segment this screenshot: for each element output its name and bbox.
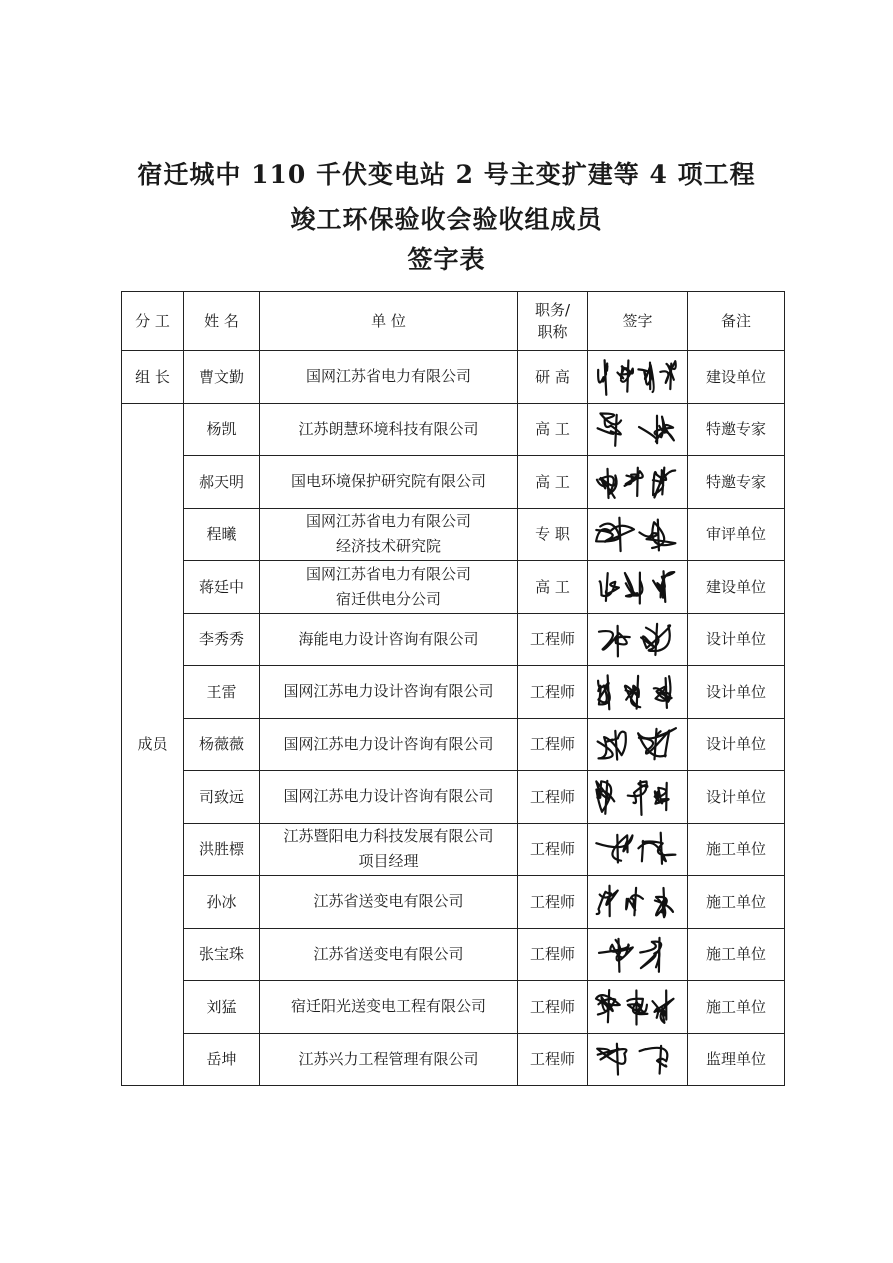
signature-stroke: [608, 469, 609, 498]
signature-cell: [588, 508, 688, 561]
unit-cell: [260, 771, 518, 824]
signature-stroke: [605, 781, 607, 814]
handwritten-signature: [590, 460, 686, 504]
unit-cell: [260, 981, 518, 1034]
name-cell: 张宝珠: [184, 928, 260, 981]
signature-stroke: [600, 581, 619, 596]
signature-stroke: [619, 518, 620, 551]
header-title-line1: 职务/: [534, 301, 571, 319]
header-remark: 备注: [688, 292, 785, 351]
signature-stroke: [598, 732, 626, 759]
handwritten-signature: [590, 565, 686, 609]
name-cell: 蒋廷中: [184, 561, 260, 614]
header-signature: 签字: [588, 292, 688, 351]
table-row: [122, 718, 785, 771]
signature-stroke: [637, 676, 639, 709]
signature-stroke: [617, 835, 618, 863]
signature-stroke: [608, 990, 609, 1022]
name-cell: 岳坤: [184, 1033, 260, 1086]
unit-line1: 江苏朗慧环境科技有限公司: [298, 419, 479, 438]
signature-stroke: [608, 675, 610, 709]
document-title-line2: 竣工环保验收会验收组成员: [290, 205, 603, 234]
remark-cell: 特邀专家: [688, 403, 785, 456]
remark-cell: 施工单位: [688, 928, 785, 981]
remark-cell: 施工单位: [688, 981, 785, 1034]
unit-line1: 江苏暨阳电力科技发展有限公司: [283, 827, 494, 846]
unit-line1: 国网江苏省电力有限公司: [305, 564, 471, 583]
signature-stroke: [658, 520, 659, 551]
unit-cell: [260, 1033, 518, 1086]
table-row: [122, 403, 785, 456]
table-row: [122, 613, 785, 666]
title-cell: 高 工: [518, 456, 588, 509]
title-cell: 工程师: [518, 1033, 588, 1086]
unit-line1: 国网江苏省电力有限公司: [305, 367, 471, 386]
handwritten-signature: [590, 1037, 686, 1081]
unit-line1: 江苏省送变电有限公司: [313, 944, 464, 963]
signature-stroke: [596, 524, 634, 542]
table-row: [122, 351, 785, 404]
signature-table: [121, 291, 785, 1086]
signature-cell: [588, 876, 688, 929]
unit-cell: [260, 718, 518, 771]
name-cell: 洪胜標: [184, 823, 260, 876]
title-cell: 工程师: [518, 718, 588, 771]
name-cell: 郝天明: [184, 456, 260, 509]
table-row: [122, 771, 785, 824]
remark-cell: 建设单位: [688, 561, 785, 614]
signature-cell: [588, 981, 688, 1034]
signature-stroke: [615, 731, 617, 760]
name-cell: 程曦: [184, 508, 260, 561]
signature-cell: [588, 613, 688, 666]
table-row: [122, 508, 785, 561]
title-cell: 工程师: [518, 981, 588, 1034]
name-cell: 曹文勤: [184, 351, 260, 404]
signature-cell: [588, 403, 688, 456]
table-row: [122, 928, 785, 981]
signature-stroke: [664, 888, 665, 915]
remark-cell: 监理单位: [688, 1033, 785, 1086]
signature-stroke: [634, 888, 636, 916]
signature-cell: [588, 1033, 688, 1086]
signature-stroke: [628, 781, 648, 803]
title-cell: 工程师: [518, 771, 588, 824]
signature-stroke: [640, 1048, 668, 1067]
handwritten-signature: [590, 355, 686, 399]
handwritten-signature: [590, 670, 686, 714]
unit-line1: 国网江苏省电力有限公司: [305, 512, 471, 531]
document-title-line1: 宿迁城中 110 千伏变电站 2 号主变扩建等 4 项工程: [137, 160, 756, 189]
handwritten-signature: [590, 880, 686, 924]
role-cell-members: 成员: [122, 403, 184, 1086]
signature-stroke: [615, 415, 617, 446]
title-cell: 工程师: [518, 613, 588, 666]
signature-stroke: [596, 836, 632, 861]
unit-cell: [260, 666, 518, 719]
signature-stroke: [627, 360, 628, 391]
signature-stroke: [661, 833, 662, 864]
signature-stroke: [654, 676, 672, 702]
signature-stroke: [597, 475, 617, 497]
header-title-line2: 职称: [537, 323, 568, 341]
signature-stroke: [640, 781, 641, 815]
handwritten-signature: [590, 722, 686, 766]
signature-stroke: [653, 999, 674, 1023]
remark-cell: 施工单位: [688, 876, 785, 929]
handwritten-signature: [590, 932, 686, 976]
unit-cell: [260, 456, 518, 509]
name-cell: 杨凯: [184, 403, 260, 456]
signature-stroke: [597, 890, 618, 914]
unit-line2: 宿迁供电分公司: [335, 589, 441, 608]
title-cell: 工程师: [518, 876, 588, 929]
unit-line2: 经济技术研究院: [335, 537, 441, 556]
unit-cell: [260, 561, 518, 614]
title-cell: 工程师: [518, 666, 588, 719]
title-cell: 研 高: [518, 351, 588, 404]
signature-stroke: [638, 365, 653, 392]
signature-stroke: [666, 783, 667, 810]
signature-stroke: [660, 361, 675, 383]
unit-line1: 江苏省送变电有限公司: [313, 892, 464, 911]
unit-cell: [260, 876, 518, 929]
unit-line2: 项目经理: [358, 852, 419, 871]
signature-cell: [588, 351, 688, 404]
unit-line1: 江苏兴力工程管理有限公司: [298, 1049, 479, 1068]
unit-line1: 海能电力设计咨询有限公司: [298, 629, 479, 648]
handwritten-signature: [590, 985, 686, 1029]
signature-cell: [588, 456, 688, 509]
header-title: [518, 292, 588, 351]
unit-line1: 国网江苏电力设计咨询有限公司: [283, 734, 494, 753]
table-row: [122, 666, 785, 719]
remark-cell: 设计单位: [688, 666, 785, 719]
name-cell: 孙冰: [184, 876, 260, 929]
unit-line1: 国电环境保护研究院有限公司: [290, 472, 486, 491]
unit-cell: [260, 613, 518, 666]
title-cell: 专 职: [518, 508, 588, 561]
title-cell: 工程师: [518, 928, 588, 981]
document-title-line3: 签字表: [407, 245, 486, 274]
header-role: 分 工: [122, 292, 184, 351]
name-cell: 刘猛: [184, 981, 260, 1034]
signature-cell: [588, 823, 688, 876]
signature-stroke: [599, 940, 633, 961]
header-unit: 单 位: [260, 292, 518, 351]
title-cell: 高 工: [518, 403, 588, 456]
title-cell: 高 工: [518, 561, 588, 614]
title-cell: 工程师: [518, 823, 588, 876]
signature-stroke: [619, 939, 620, 972]
unit-line1: 国网江苏电力设计咨询有限公司: [283, 682, 494, 701]
signature-stroke: [659, 938, 660, 972]
signature-cell: [588, 666, 688, 719]
remark-cell: 设计单位: [688, 718, 785, 771]
table-row: [122, 456, 785, 509]
unit-cell: [260, 351, 518, 404]
table-row: [122, 823, 785, 876]
unit-line1: 宿迁阳光送变电工程有限公司: [290, 997, 486, 1016]
handwritten-signature: [590, 512, 686, 556]
name-cell: 李秀秀: [184, 613, 260, 666]
signature-stroke: [670, 363, 671, 389]
role-cell-leader: 组 长: [122, 351, 184, 404]
remark-cell: 施工单位: [688, 823, 785, 876]
unit-cell: [260, 508, 518, 561]
signature-stroke: [666, 678, 667, 708]
table-header-row: [122, 292, 785, 351]
signature-cell: [588, 561, 688, 614]
handwritten-signature: [590, 827, 686, 871]
signature-cell: [588, 771, 688, 824]
name-cell: 杨薇薇: [184, 718, 260, 771]
signature-stroke: [660, 1046, 662, 1074]
signature-stroke: [618, 366, 633, 382]
name-cell: 王雷: [184, 666, 260, 719]
remark-cell: 审评单位: [688, 508, 785, 561]
remark-cell: 设计单位: [688, 771, 785, 824]
remark-cell: 特邀专家: [688, 456, 785, 509]
table-row: [122, 981, 785, 1034]
remark-cell: 设计单位: [688, 613, 785, 666]
handwritten-signature: [590, 617, 686, 661]
unit-cell: [260, 403, 518, 456]
signature-stroke: [597, 1049, 626, 1064]
signature-stroke: [637, 467, 638, 495]
unit-line1: 国网江苏电力设计咨询有限公司: [283, 787, 494, 806]
signature-cell: [588, 718, 688, 771]
signature-stroke: [617, 1044, 618, 1075]
signature-stroke: [599, 631, 630, 650]
unit-cell: [260, 928, 518, 981]
table-row: [122, 876, 785, 929]
name-cell: 司致远: [184, 771, 260, 824]
signature-cell: [588, 928, 688, 981]
remark-cell: 建设单位: [688, 351, 785, 404]
unit-cell: [260, 823, 518, 876]
handwritten-signature: [590, 775, 686, 819]
table-row: [122, 1033, 785, 1086]
header-name: 姓 名: [184, 292, 260, 351]
signature-stroke: [638, 841, 675, 861]
signature-stroke: [625, 471, 643, 486]
handwritten-signature: [590, 407, 686, 451]
table-row: [122, 561, 785, 614]
